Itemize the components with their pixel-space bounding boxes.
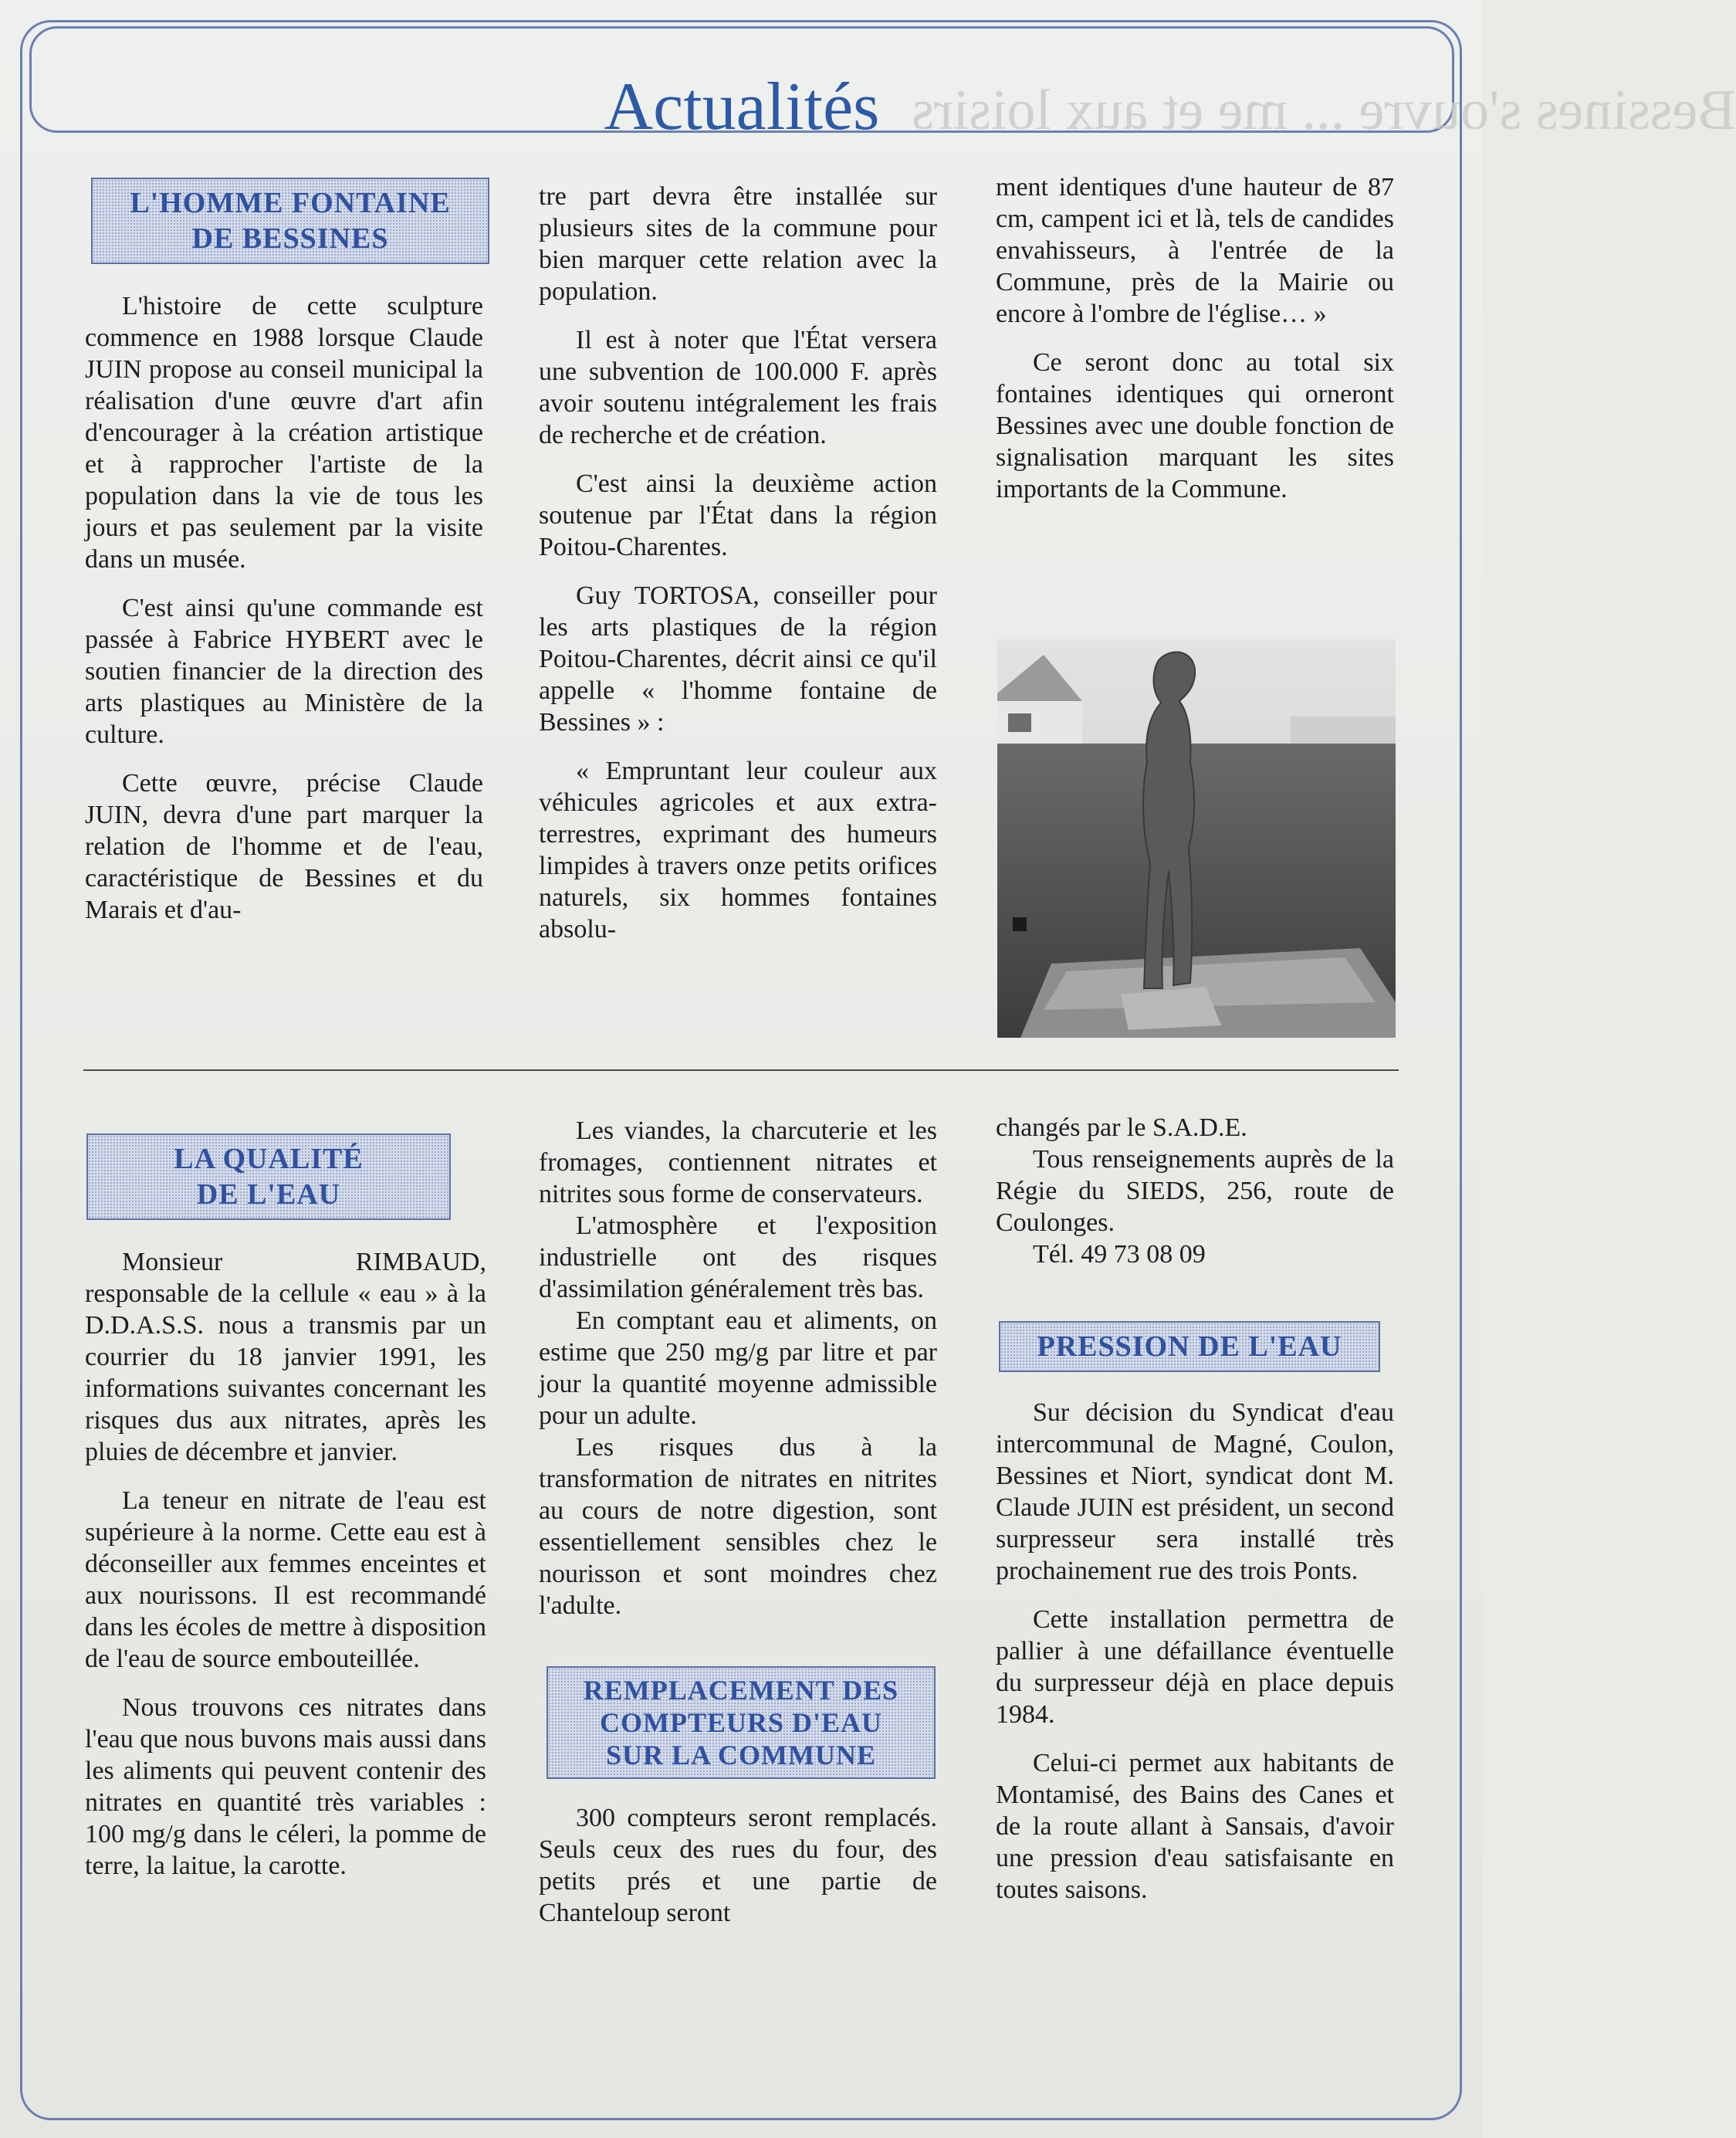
article3-heading: REMPLACEMENT DES COMPTEURS D'EAU SUR LA COMMUNE: [547, 1666, 936, 1779]
article2-heading: LA QUALITÉ DE L'EAU: [86, 1133, 451, 1220]
paragraph: C'est ainsi qu'une commande est passée à Fabrice HYBERT avec le soutien financier de la direction des arts plastiques au Ministère de la culture.: [85, 594, 483, 749]
article2-col2: [539, 1115, 937, 1929]
section-divider: [83, 1069, 1399, 1071]
header-banner: [29, 26, 1736, 144]
article1-heading: L'HOMME FONTAINE DE BESSINES: [91, 178, 489, 264]
article3-col3: [996, 1112, 1394, 1906]
page-title: Actualités: [604, 69, 880, 144]
paragraph: En comptant eau et aliments, on estime que 250 mg/g par litre et par jour la quantité moyenne admissible pour un adulte.: [539, 1306, 937, 1430]
paragraph: Sur décision du Syndicat d'eau intercommunal de Magné, Coulon, Bessines et Niort, syndicat dont M. Claude JUIN est président, un second surpresseur sera installé très prochainement rue des trois Ponts.: [996, 1398, 1394, 1585]
paragraph: Celui-ci permet aux habitants de Montamisé, des Bains des Canes et de la route allant à Sansais, d'avoir une pression d'eau satisfaisante en toutes saisons.: [996, 1749, 1394, 1904]
paragraph: Guy TORTOSA, conseiller pour les arts plastiques de la région Poitou-Charentes, décrit ainsi ce qu'il appelle « l'homme fontaine de Bessines » :: [539, 581, 937, 737]
article1-col2: [539, 181, 937, 945]
article1-col1: [85, 178, 483, 926]
paragraph: L'histoire de cette sculpture commence en 1988 lorsque Claude JUIN propose au conseil municipal la réalisation d'une œuvre d'art afin d'encourager à la création artistique et à rapprocher l'artiste de la population dans la vie de tous les jours et pas seulement par la visite dans un musée.: [85, 292, 483, 574]
paragraph: La teneur en nitrate de l'eau est supérieure à la norme. Cette eau est à déconseiller aux femmes enceintes et aux nourissons. Il est recommandé dans les écoles de mettre à disposition de l'eau de source embouteillée.: [85, 1486, 486, 1673]
paragraph: Les viandes, la charcuterie et les fromages, contiennent nitrates et nitrites sous forme de conservateurs.: [539, 1116, 937, 1208]
statue-pedestal: [1121, 987, 1221, 1030]
paragraph: Cette installation permettra de pallier à une défaillance éventuelle du surpresseur déjà en place depuis 1984.: [996, 1605, 1394, 1729]
article4-heading: PRESSION DE L'EAU: [999, 1321, 1380, 1372]
paragraph: Les risques dus à la transformation de nitrates en nitrites au cours de notre digestion, sont essentiellement sensibles chez le nourisson et sont moindres chez l'adulte.: [539, 1433, 937, 1620]
bleed-through-text: Bessines s'ouvre ... me et aux loisirs: [912, 79, 1736, 142]
lamp-post: [1013, 917, 1027, 931]
paragraph: Monsieur RIMBAUD, responsable de la cellule « eau » à la D.D.A.S.S. nous a transmis par un courrier du 18 janvier 1991, les informations suivantes concernant les risques dus aux nitrates, après les pluies de décembre et janvier.: [85, 1248, 486, 1466]
paragraph: L'atmosphère et l'exposition industrielle ont des risques d'assimilation généralement très bas.: [539, 1211, 937, 1303]
paragraph: changés par le S.A.D.E.: [996, 1113, 1247, 1142]
article2-col1: [85, 1133, 486, 1882]
paragraph: « Empruntant leur couleur aux véhicules agricoles et aux extra-terrestres, exprimant des humeurs limpides à travers onze petits orifices naturels, six hommes fontaines absolu-: [539, 757, 937, 944]
paragraph: tre part devra être installée sur plusieurs sites de la commune pour bien marquer cette relation avec la population.: [539, 182, 937, 306]
paragraph: Nous trouvons ces nitrates dans l'eau que nous buvons mais aussi dans les aliments qui peuvent contenir des nitrates en quantité très variables : 100 mg/g dans le céleri, la pomme de terre, la laitue, la carotte.: [85, 1693, 486, 1880]
paragraph: ment identiques d'une hauteur de 87 cm, campent ici et là, tels de candides envahisseurs, à l'entrée de la Commune, près de la Mairie ou encore à l'ombre de l'église… »: [996, 173, 1394, 328]
paragraph: 300 compteurs seront remplacés. Seuls ceux des rues du four, des petits prés et une partie de Chanteloup seront: [539, 1804, 937, 1927]
paragraph: Ce seront donc au total six fontaines identiques qui orneront Bessines avec une double fonction de signalisation marquant les sites importants de la Commune.: [996, 348, 1394, 503]
article1-col3: [996, 171, 1394, 522]
fountain-statue-photo: [997, 639, 1396, 1038]
paragraph: C'est ainsi la deuxième action soutenue par l'État dans la région Poitou-Charentes.: [539, 469, 937, 561]
paragraph: Tous renseignements auprès de la Régie du SIEDS, 256, route de Coulonges.: [996, 1145, 1394, 1237]
paragraph: Tél. 49 73 08 09: [1033, 1240, 1206, 1269]
paragraph: Il est à noter que l'État versera une subvention de 100.000 F. après avoir soutenu intégralement les frais de recherche et de création.: [539, 326, 937, 449]
paragraph: Cette œuvre, précise Claude JUIN, devra d'une part marquer la relation de l'homme et de l'eau, caractéristique de Bessines et du Marais et d'au-: [85, 769, 483, 924]
